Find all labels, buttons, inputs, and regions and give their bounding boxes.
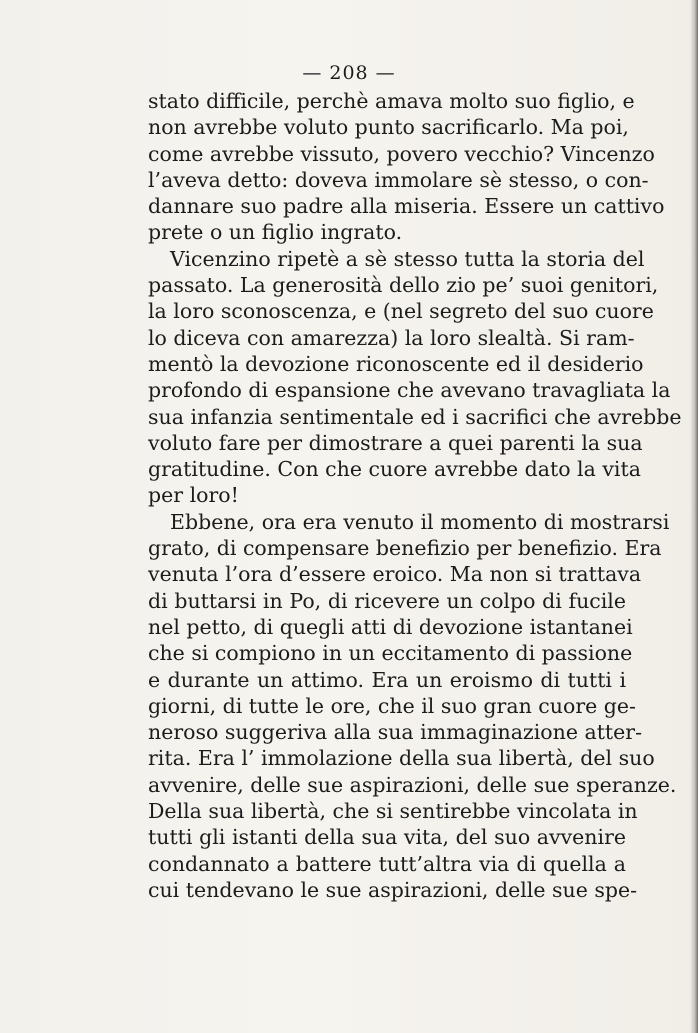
body-text bbox=[148, 88, 682, 903]
text-line: e durante un attimo. Era un eroismo di tutti i bbox=[148, 667, 626, 692]
text-line: neroso suggeriva alla sua immaginazione atter- bbox=[148, 720, 643, 745]
text-line: venuta l’ora d’essere eroico. Ma non si trattava bbox=[148, 562, 642, 587]
text-line: mentò la devozione riconoscente ed il desiderio bbox=[148, 351, 644, 376]
text-line: Ebbene, ora era venuto il momento di mostrarsi bbox=[170, 509, 670, 534]
text-line: tutti gli istanti della sua vita, del suo avvenire bbox=[148, 825, 626, 850]
text-line: dannare suo padre alla miseria. Essere un cattivo bbox=[148, 194, 665, 219]
text-line: passato. La generosità dello zio pe’ suoi genitori, bbox=[148, 273, 659, 298]
text-line: la loro sconoscenza, e (nel segreto del suo cuore bbox=[148, 299, 654, 324]
text-line: di buttarsi in Po, di ricevere un colpo di fucile bbox=[148, 588, 626, 613]
page-number: — 208 — bbox=[302, 62, 396, 84]
text-line: sua infanzia sentimentale ed i sacrifici che avrebbe bbox=[148, 404, 682, 429]
paragraph-3 bbox=[148, 509, 677, 903]
text-line: avvenire, delle sue aspirazioni, delle sue speranze. bbox=[148, 772, 677, 797]
text-line: per loro! bbox=[148, 483, 239, 508]
text-line: giorni, di tutte le ore, che il suo gran cuore ge- bbox=[148, 693, 636, 718]
text-line: rita. Era l’ immolazione della sua libertà, del suo bbox=[148, 746, 655, 771]
text-line: lo diceva con amarezza) la loro slealtà. Si ram- bbox=[148, 325, 635, 350]
text-line: gratitudine. Con che cuore avrebbe dato la vita bbox=[148, 457, 641, 482]
text-line: stato difficile, perchè amava molto suo figlio, e bbox=[148, 89, 635, 113]
text-line: prete o un figlio ingrato. bbox=[148, 220, 403, 245]
text-line: cui tendevano le sue aspirazioni, delle sue spe- bbox=[148, 877, 638, 902]
text-line: voluto fare per dimostrare a quei parenti la sua bbox=[148, 430, 643, 455]
page-binding-edge bbox=[690, 0, 698, 1033]
text-line: nel petto, di quegli atti di devozione istantanei bbox=[148, 614, 633, 639]
paragraph-1 bbox=[148, 88, 665, 246]
text-line: non avrebbe voluto punto sacrificarlo. Ma poi, bbox=[148, 115, 629, 140]
text-line: profondo di espansione che avevano travagliata la bbox=[148, 378, 671, 403]
text-line: grato, di compensare benefizio per benefizio. Era bbox=[148, 536, 662, 561]
text-line: l’aveva detto: doveva immolare sè stesso, o con- bbox=[148, 167, 649, 192]
paragraph-2 bbox=[148, 246, 682, 509]
text-line: che si compiono in un eccitamento di passione bbox=[148, 641, 633, 666]
text-line: Vicenzino ripetè a sè stesso tutta la storia del bbox=[170, 246, 645, 271]
text-line: Della sua libertà, che si sentirebbe vincolata in bbox=[148, 799, 638, 824]
text-line: condannato a battere tutt’altra via di quella a bbox=[148, 851, 626, 876]
text-line: come avrebbe vissuto, povero vecchio? Vincenzo bbox=[148, 141, 655, 166]
